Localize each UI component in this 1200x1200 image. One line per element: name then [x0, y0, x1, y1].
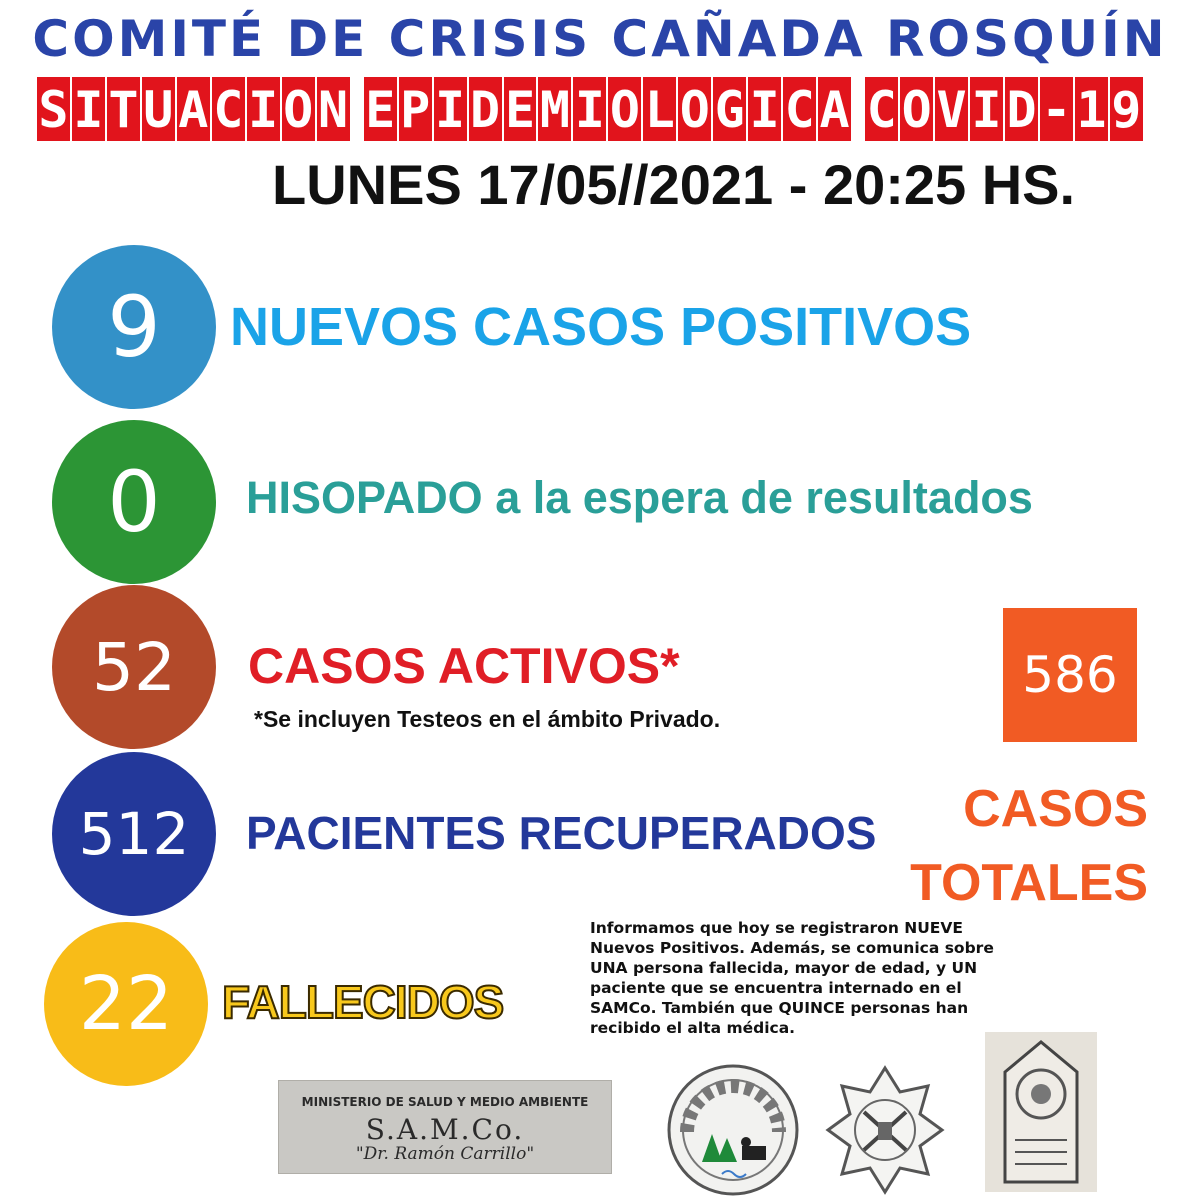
banner-letter: A — [817, 76, 852, 142]
situation-banner — [36, 76, 1144, 142]
fire-department-badge-icon — [824, 1062, 946, 1198]
report-datetime: LUNES 17/05//2021 - 20:25 HS. — [272, 153, 1076, 216]
samco-doctor: "Dr. Ramón Carrillo" — [355, 1144, 535, 1164]
banner-letter: P — [398, 76, 433, 142]
samco-ministry: MINISTERIO DE SALUD Y MEDIO AMBIENTE — [301, 1095, 589, 1109]
banner-letter: U — [141, 76, 176, 142]
banner-letter: T — [106, 76, 141, 142]
banner-letter: O — [899, 76, 934, 142]
active-cases-label: CASOS ACTIVOS* — [248, 638, 680, 694]
police-station-stamp-icon — [985, 1032, 1097, 1192]
info-line: UNA persona fallecida, mayor de edad, y UN — [590, 959, 978, 977]
banner-letter: A — [176, 76, 211, 142]
banner-letter: C — [782, 76, 817, 142]
info-line: SAMCo. También que QUINCE personas han — [590, 999, 969, 1017]
new-cases-count: 9 — [52, 245, 216, 409]
banner-letter: I — [747, 76, 782, 142]
info-line: paciente que se encuentra internado en el — [590, 979, 962, 997]
banner-letter: I — [969, 76, 1004, 142]
total-cases-label-line2: TOTALES — [910, 854, 1148, 912]
info-paragraph — [590, 918, 1130, 1038]
committee-title: COMITÉ DE CRISIS CAÑADA ROSQUÍN — [32, 10, 1168, 68]
info-line: Nuevos Positivos. Además, se comunica sobre — [590, 939, 994, 957]
banner-letter: O — [607, 76, 642, 142]
recovered-count: 512 — [52, 752, 216, 916]
banner-letter: V — [934, 76, 969, 142]
info-line: recibido el alta médica. — [590, 1019, 796, 1037]
banner-letter: E — [363, 76, 398, 142]
banner-letter: 1 — [1074, 76, 1109, 142]
banner-letter: I — [71, 76, 106, 142]
total-cases-label — [880, 772, 1148, 920]
samco-logo — [278, 1080, 612, 1174]
total-cases-count: 586 — [1003, 608, 1137, 742]
total-cases-label-line1: CASOS — [963, 780, 1148, 838]
recovered-label: PACIENTES RECUPERADOS — [246, 807, 877, 859]
active-cases-note: *Se incluyen Testeos en el ámbito Privado. — [254, 706, 721, 732]
new-cases-label: NUEVOS CASOS POSITIVOS — [230, 297, 972, 357]
banner-letter: S — [36, 76, 71, 142]
banner-letter: D — [468, 76, 503, 142]
banner-letter: D — [1004, 76, 1039, 142]
swabs-pending-count: 0 — [52, 420, 216, 584]
banner-letter: G — [712, 76, 747, 142]
banner-letter: I — [246, 76, 281, 142]
swabs-pending-label: HISOPADO a la espera de resultados — [246, 472, 1033, 523]
banner-letter: N — [316, 76, 351, 142]
banner-letter: I — [433, 76, 468, 142]
banner-letter: M — [537, 76, 572, 142]
deceased-count: 22 — [44, 922, 208, 1086]
banner-letter: E — [503, 76, 538, 142]
info-line: Informamos que hoy se registraron NUEVE — [590, 919, 963, 937]
banner-letter: O — [677, 76, 712, 142]
banner-letter: C — [864, 76, 899, 142]
banner-letter: - — [1039, 76, 1074, 142]
comuna-seal-icon — [662, 1062, 804, 1198]
samco-name: S.A.M.Co. — [365, 1113, 525, 1146]
banner-letter: I — [572, 76, 607, 142]
banner-letter: 9 — [1109, 76, 1144, 142]
active-cases-count: 52 — [52, 585, 216, 749]
banner-letter: C — [211, 76, 246, 142]
deceased-label: FALLECIDOS — [222, 976, 504, 1028]
banner-letter: O — [281, 76, 316, 142]
banner-letter: L — [642, 76, 677, 142]
